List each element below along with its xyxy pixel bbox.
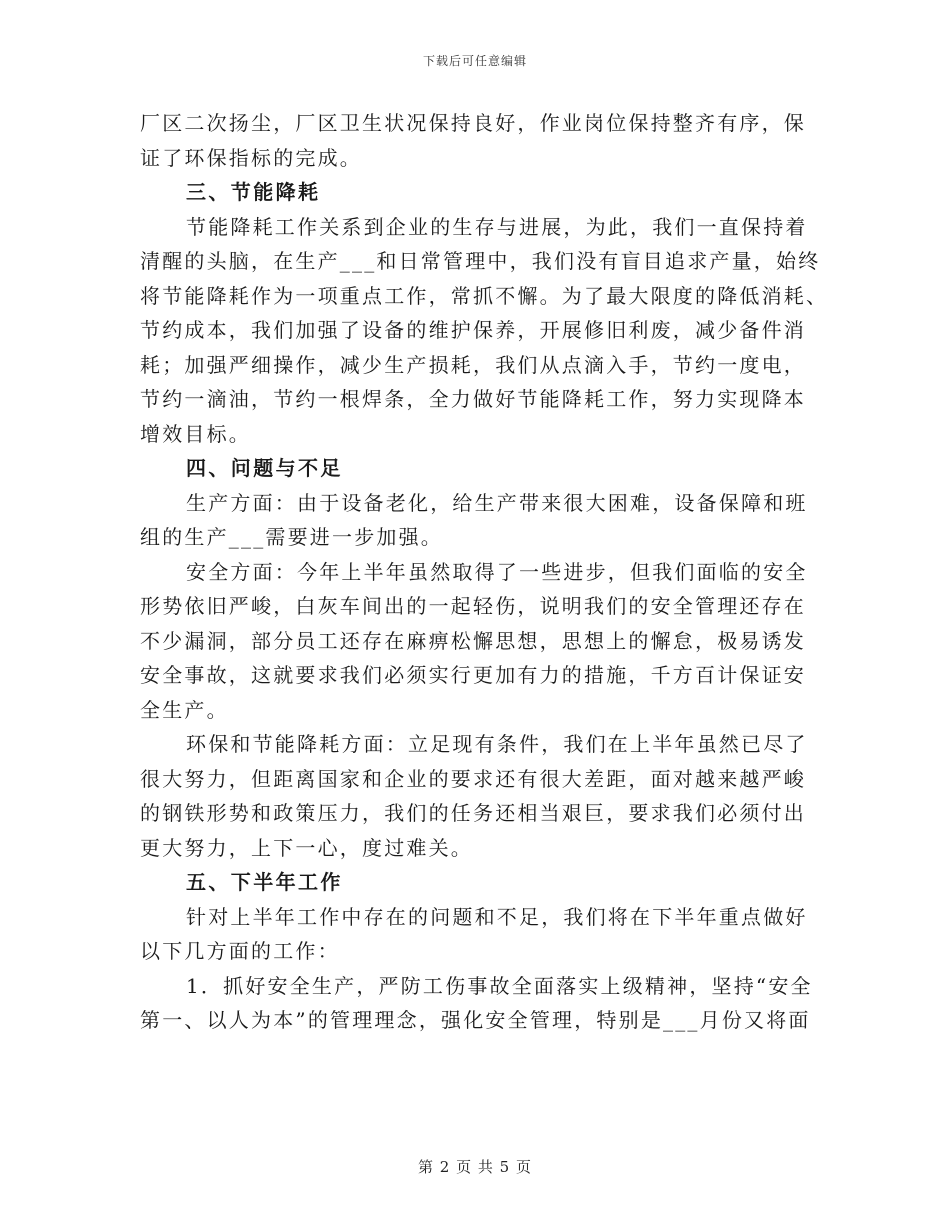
body-text-line: 节约一滴油，节约一根焊条，全力做好节能降耗工作，努力实现降本	[140, 387, 806, 411]
body-text-line: 更大努力，上下一心，度过难关。	[140, 835, 473, 860]
body-text-line: 全生产。	[140, 697, 229, 722]
section-heading: 五、下半年工作	[186, 870, 343, 894]
body-text-line: 1．抓好安全生产，严防工伤事故全面落实上级精神，坚持“安全	[186, 973, 813, 998]
document-body	[140, 106, 829, 1038]
body-text-line: 组的生产___需要进一步加强。	[140, 525, 443, 549]
body-text-line: 节能降耗工作关系到企业的生存与进展，为此，我们一直保持着	[186, 214, 808, 239]
body-text-line: 针对上半年工作中存在的问题和不足，我们将在下半年重点做好	[186, 904, 808, 929]
body-text-line: 证了环保指标的完成。	[140, 145, 362, 170]
body-text-line: 安全事故，这就要求我们必须实行更加有力的措施，千方百计保证安	[140, 663, 806, 687]
body-text-line: 将节能降耗作为一项重点工作，常抓不懈。为了最大限度的降低消耗、	[140, 283, 829, 308]
body-text-line: 不少漏洞，部分员工还存在麻痹松懈思想，思想上的懈怠，极易诱发	[140, 628, 806, 653]
body-text-line: 以下几方面的工作：	[140, 939, 340, 963]
body-text-line: 形势依旧严峻，白灰车间出的一起轻伤，说明我们的安全管理还存在	[140, 594, 806, 618]
body-text-line: 安全方面：今年上半年虽然取得了一些进步，但我们面临的安全	[186, 559, 808, 584]
body-text-line: 耗；加强严细操作，减少生产损耗，我们从点滴入手，节约一度电，	[140, 352, 806, 377]
body-text-line: 节约成本，我们加强了设备的维护保养，开展修旧利废，减少备件消	[140, 318, 806, 342]
section-heading: 三、节能降耗	[186, 180, 321, 204]
page-number-footer: 第 2 页 共 5 页	[418, 1158, 532, 1176]
body-text-line: 环保和节能降耗方面：立足现有条件，我们在上半年虽然已尽了	[186, 732, 808, 756]
body-text-line: 的钢铁形势和政策压力，我们的任务还相当艰巨，要求我们必须付出	[140, 801, 806, 825]
page-header: 下载后可任意编辑	[422, 54, 527, 68]
body-text-line: 很大努力，但距离国家和企业的要求还有很大差距，面对越来越严峻	[140, 766, 806, 791]
body-text-line: 清醒的头脑，在生产___和日常管理中，我们没有盲目追求产量，始终	[140, 249, 821, 273]
body-text-line: 第一、以人为本”的管理理念，强化安全管理，特别是___月份又将面	[140, 1008, 811, 1032]
section-heading: 四、问题与不足	[186, 456, 343, 480]
body-text-line: 增效目标。	[140, 421, 251, 446]
body-text-line: 生产方面：由于设备老化，给生产带来很大困难，设备保障和班	[186, 490, 808, 515]
body-text-line: 厂区二次扬尘，厂区卫生状况保持良好，作业岗位保持整齐有序，保	[140, 111, 806, 135]
